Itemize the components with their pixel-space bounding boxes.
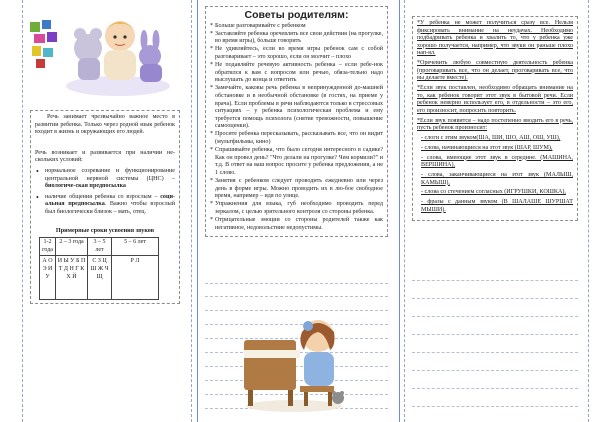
right-intro: *У ребенка не может получиться сразу все. Нельзя фиксировать внимание на неудачах. Необходимо подбадривать ребенка и хвалить то, что у ребенка уже хорошо получается, например, что звуки он раньше плохо нап-ял. — [417, 20, 573, 57]
sound-acquisition-table — [39, 237, 159, 300]
guide-rule — [412, 280, 578, 281]
tip-item: * Спрашивайте ребенка, что было сегодня интересного в садике? Как он провел день? "Что делали на прогулке? Чем кормили?" и т.д. В ответ на ваш вопрос просите у ребенка предложения, а не 1 слово. — [210, 147, 383, 177]
fold-line-2 — [197, 0, 198, 422]
girl-at-piano-illustration — [238, 310, 350, 414]
table-cell: А О Э И У — [40, 256, 56, 300]
list-item: • наличие общения ребенка со взрослым – соци-альная предпосылка. Важно чтобы взрослый был биологически близок – мать, отец. — [35, 194, 175, 217]
table-cell: Р Л — [112, 256, 159, 300]
table-cell: С З Ц Ш Ж Ч Щ — [88, 256, 112, 300]
tip-item: * Просите ребенка пересказывать, рассказывать все, что он видит (мультфильмы, кино) — [210, 131, 383, 146]
sound-step-item: - слова со стечением согласных (ИГРУШКИ, КОШКА), — [421, 189, 566, 196]
guide-rule — [412, 298, 578, 299]
margin-line-left — [22, 0, 23, 422]
sound-step-item: - слова, начинающиеся на этот звук (ШАР, ШУМ), — [421, 144, 553, 151]
sound-step-item: - слова, имеющие этот звук в середине. (МАШИНА, ВЕРШИНА), — [421, 154, 573, 169]
tip-item: * Занятия с ребенком следует проводить ежедневно или через день в форме игры. Можно проводить их в лю-бое свободное время, например – идя по улице. — [210, 178, 383, 201]
margin-line-right — [588, 0, 589, 422]
table-header: 5 – 6 лет — [112, 238, 159, 256]
right-tip: *Если звук поставлен, необходимо обращать внимание на то, как ребенок говорит этот звук в бытовой речи. Если ребенок неверно использует его, в отдельности – это его, его произносит, попросить повторить. — [417, 85, 573, 114]
table-cell: И Ы У Б П Т Д Н Г К Х Й — [56, 256, 88, 300]
guide-rule — [412, 388, 578, 389]
guide-rule — [412, 406, 578, 407]
guide-rule — [205, 283, 388, 284]
sound-step-item: - слова, заканчивающиеся на этот звук (МАЛЫШ, КАМЫШ), — [421, 172, 573, 186]
sound-step-item: - слоги с этим звуком(ША, ШИ, ШО, АШ, ОШ, УШ), — [421, 135, 561, 142]
right-tip: *Оречевить любую совместную деятельность ребенка (проговаривать все, что он делает, проговаривать все, что вы делаете вместе). — [417, 60, 573, 82]
tip-item: * Больше разговаривайте с ребенком — [210, 23, 383, 31]
baby-with-toys-illustration — [58, 6, 173, 101]
table-header: 2 – 3 года — [56, 238, 88, 256]
tip-item: * Упражнения для языка, губ необходимо проводить перед зеркалом, с целью зрительного контроля со стороны ребенка. — [210, 201, 383, 216]
tip-item: * Не удивляйтесь, если во время игры ребенок сам с собой разговаривает – это хорошо, если он молчит – плохо — [210, 46, 383, 61]
fold-line-4 — [404, 0, 405, 422]
guide-rule — [412, 352, 578, 353]
left-panel-text — [30, 110, 180, 304]
right-tip: *Если звук появится – надо постепенно вводить его в речь, пусть ребенок произносит: — [417, 117, 573, 132]
conditions-paragraph: Речь возникает и развивается при наличии не-скольких условий: — [35, 149, 175, 164]
tip-item: * Отрицательные эмоции со стороны родителей также как негативное, недовольствие недопустимы. — [210, 217, 383, 232]
tip-item: * Замечайте, каковы речь ребенка в непринужденной до-машней обстановке и в необычной обстановке (в гостях, на приеме у врача). Если проблемы в речи наблюдаются только в стрессовых ситуациях – у ребенка психологическая проблема и ему требуется помощь психолога (снятие тревожности, повышение самооценки). — [210, 85, 383, 131]
center-panel-tips — [205, 6, 388, 237]
tip-item: * Заставляйте ребенка оречевлять все свои действия (на прогулке, во время игры), больше говорить — [210, 31, 383, 46]
list-item: • нормальное созревание и функционирование центральной нервной системы (ЦНС) – биологиче-ская предпосылка — [35, 168, 175, 191]
table-title: Примерные сроки усвоения звуков — [55, 226, 155, 234]
fold-line-3 — [399, 0, 400, 422]
guide-rule — [412, 334, 578, 335]
tips-title: Советы родителям: — [244, 9, 349, 21]
intro-paragraph: Речь занимает чрезвычайно важное место в развитии ребенка. Только через родной язык ребенок входит в жизнь и окружающих его людей. — [35, 114, 175, 136]
right-panel-text — [412, 16, 578, 221]
sound-step-item: - фразы с данным звуком (В ШАЛАШЕ ШУРШАТ МЫШИ). — [421, 199, 573, 213]
guide-rule — [412, 316, 578, 317]
tip-item: * Не подавляйте речевую активность ребенка – если ребе-нок обратился к вам с вопросом или речью, обяза-тельно надо выслушать до конца и ответить — [210, 62, 383, 85]
table-header: 1-2 года — [40, 238, 56, 256]
table-header: 3 – 5 лет — [88, 238, 112, 256]
guide-rule — [412, 370, 578, 371]
conditions-list — [35, 168, 175, 217]
guide-rule — [205, 296, 388, 297]
tips-list — [210, 23, 383, 233]
fold-line-1 — [191, 0, 192, 422]
